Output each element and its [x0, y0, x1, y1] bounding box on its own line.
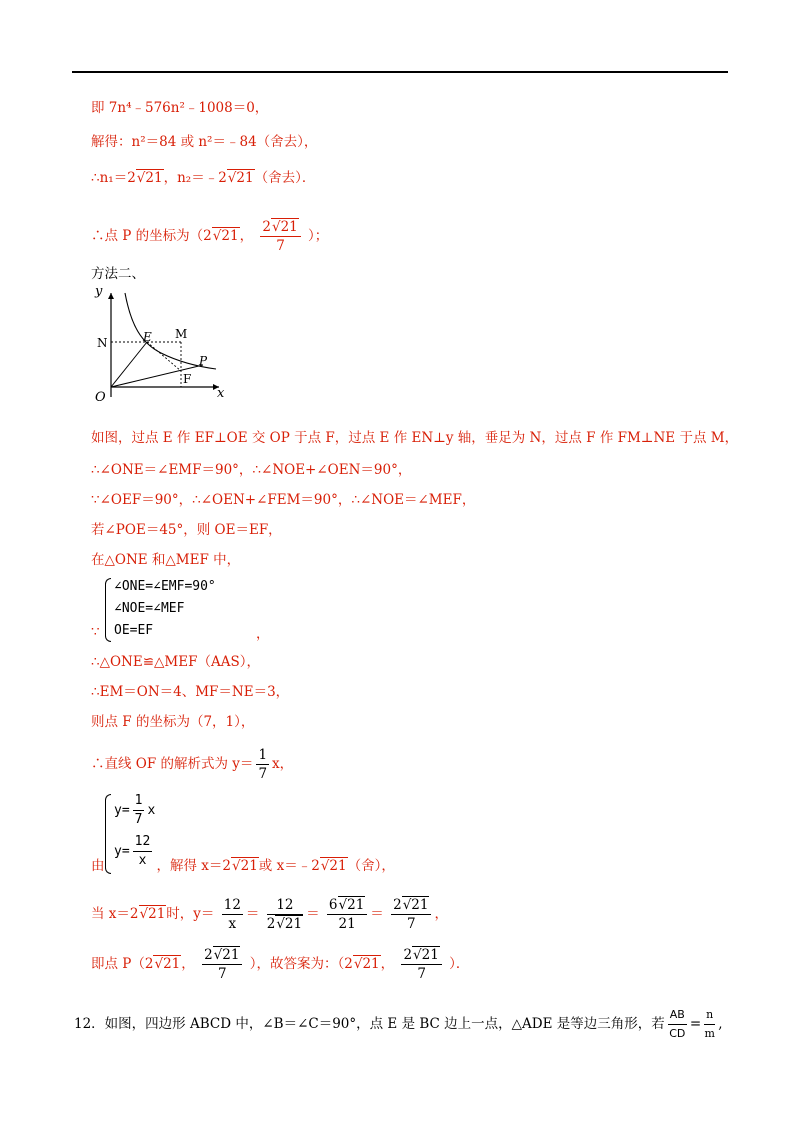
x-label: x: [217, 386, 225, 401]
construction-line: 如图，过点 E 作 EF⊥OE 交 OP 于点 F，过点 E 作 EN⊥y 轴，垂足为 N，过点 F 作 FM⊥NE 于点 M，: [91, 430, 739, 446]
solve-text: ，解得 x＝2: [156, 858, 231, 874]
point-f-line: 则点 F 的坐标为（7，1），: [91, 714, 255, 730]
equals: ＝: [370, 906, 384, 922]
sqrt-21: √21: [320, 858, 347, 874]
compute-y-line: [91, 896, 448, 933]
radicand: 21: [329, 858, 347, 874]
question-12: [74, 1006, 723, 1043]
answer-text-a: 即点 P（2: [91, 956, 154, 972]
equals: ＝: [245, 906, 260, 922]
fraction: $\frac{1}{7}$: [134, 793, 143, 827]
equation-line: 即 7n⁴﹣576n²﹣1008＝0，: [91, 100, 269, 116]
fraction: $\frac{12}{x}$: [134, 834, 151, 868]
lengths-line: ∴EM＝ON＝4、MF＝NE＝3，: [91, 684, 290, 700]
point-p-text-a: ∴点 P 的坐标为（2: [91, 228, 212, 244]
num: 2: [262, 219, 271, 235]
radicand: 21: [236, 170, 254, 186]
solve-x-line: [91, 856, 395, 876]
solve-line: 解得：n²＝84 或 n²＝﹣84（舍去），: [91, 134, 318, 150]
radicand: 21: [145, 170, 163, 186]
roots-line: [91, 168, 315, 188]
fraction: $\frac{AB}{CD}$: [669, 1008, 686, 1040]
sqrt-21: √21: [212, 228, 239, 244]
discard-text: （舍），: [347, 858, 395, 874]
coordinate-figure: [91, 285, 231, 405]
answer-text-b: ），故答案为：（2: [249, 956, 353, 972]
roots-text-b: ，n₂＝﹣2: [163, 170, 227, 186]
fraction: $\frac{2√21}{7}$: [260, 218, 300, 255]
comma: ，: [239, 228, 254, 244]
system-row: ∠ONE=∠EMF=90°: [114, 579, 216, 594]
angle-line-2: ∵∠OEF＝90°，∴∠OEN+∠FEM＝90°，∴∠NOE＝∠MEF，: [91, 492, 476, 508]
roots-text-a: ∴n₁＝2: [91, 170, 136, 186]
num: 1: [258, 747, 268, 763]
y-eq-text: 时，y＝: [166, 906, 215, 922]
radicand: 21: [280, 219, 298, 235]
congruent-line: ∴△ONE≌△MEF（AAS），: [91, 654, 260, 670]
comma: ,: [718, 1016, 723, 1032]
condition-line: 若∠POE＝45°，则 OE＝EF，: [91, 522, 282, 538]
den: 7: [276, 238, 285, 254]
sqrt-21: √21: [154, 956, 181, 972]
equals: =: [689, 1016, 702, 1032]
fraction: $\frac{6√21}{21}$: [327, 896, 367, 933]
roots-text-c: （舍去）．: [254, 170, 316, 186]
sqrt-21: √21: [232, 858, 258, 874]
fraction: $\frac{2√21}{7}$: [401, 946, 441, 983]
segment-oe: [111, 342, 147, 387]
system-row: y= $\frac{1}{7}$ x: [114, 793, 156, 827]
comma: ，: [434, 906, 448, 922]
y-axis-arrow: [108, 293, 114, 299]
sqrt-21: √21: [139, 906, 166, 922]
e-label: E: [143, 330, 152, 344]
system-row: OE=EF: [114, 623, 154, 638]
answer-end: ）．: [449, 956, 470, 972]
fraction: $\frac{2√21}{7}$: [202, 946, 242, 983]
fraction: $\frac{12}{2√21}$: [266, 897, 303, 932]
fraction: $\frac{2√21}{7}$: [391, 896, 431, 933]
segment-ef: [147, 342, 181, 371]
system-tail: ，: [256, 626, 270, 642]
m-label: M: [175, 327, 188, 341]
line-of-line: [91, 746, 293, 783]
system-row: y= $\frac{12}{x}$: [114, 834, 151, 868]
from-text: 由: [91, 858, 105, 874]
origin-label: O: [95, 390, 106, 405]
sqrt-21: √21: [136, 170, 163, 186]
sqrt-21: √21: [353, 956, 380, 972]
triangles-line: 在△ONE 和△MEF 中，: [91, 552, 241, 568]
system-brace: [105, 578, 111, 642]
when-text: 当 x＝2: [91, 906, 139, 922]
p-label: P: [199, 354, 208, 368]
den: 7: [258, 766, 268, 782]
radicand: 21: [240, 858, 258, 874]
method-two-heading: 方法二、: [91, 266, 145, 282]
line-of-tail: x，: [272, 756, 294, 772]
fraction: $\frac{12}{x}$: [223, 897, 241, 932]
line-of-text: ∴直线 OF 的解析式为 y＝: [91, 756, 254, 772]
n-label: N: [97, 336, 108, 350]
f-label: F: [183, 372, 192, 386]
radicand: 21: [221, 228, 239, 244]
equals: ＝: [306, 906, 320, 922]
point-p-line: [91, 218, 328, 255]
sqrt-21: √21: [227, 170, 254, 186]
system-row: ∠NOE=∠MEF: [114, 601, 185, 616]
angle-line-1: ∴∠ONE＝∠EMF＝90°，∴∠NOE+∠OEN＝90°，: [91, 462, 412, 478]
point-p-text-b: ）；: [308, 228, 329, 244]
header-rule: [72, 71, 728, 73]
because-symbol: ∵: [91, 624, 100, 640]
answer-line: 即点 P（2√21， $\frac{2√21}{7}$ ），故答案为：（2√21， $\frac{2√21}{7}$ ）．: [91, 947, 470, 982]
or-text: 或 x＝﹣2: [258, 858, 320, 874]
fraction: $\frac{n}{m}$: [704, 1008, 715, 1040]
fraction: [256, 746, 269, 783]
radicand: 21: [148, 906, 166, 922]
question-text: 12．如图，四边形 ABCD 中，∠B＝∠C＝90°，点 E 是 BC 边上一点，△ADE 是等边三角形，若: [74, 1016, 665, 1032]
y-label: y: [95, 285, 103, 299]
congruence-system: [114, 576, 216, 642]
